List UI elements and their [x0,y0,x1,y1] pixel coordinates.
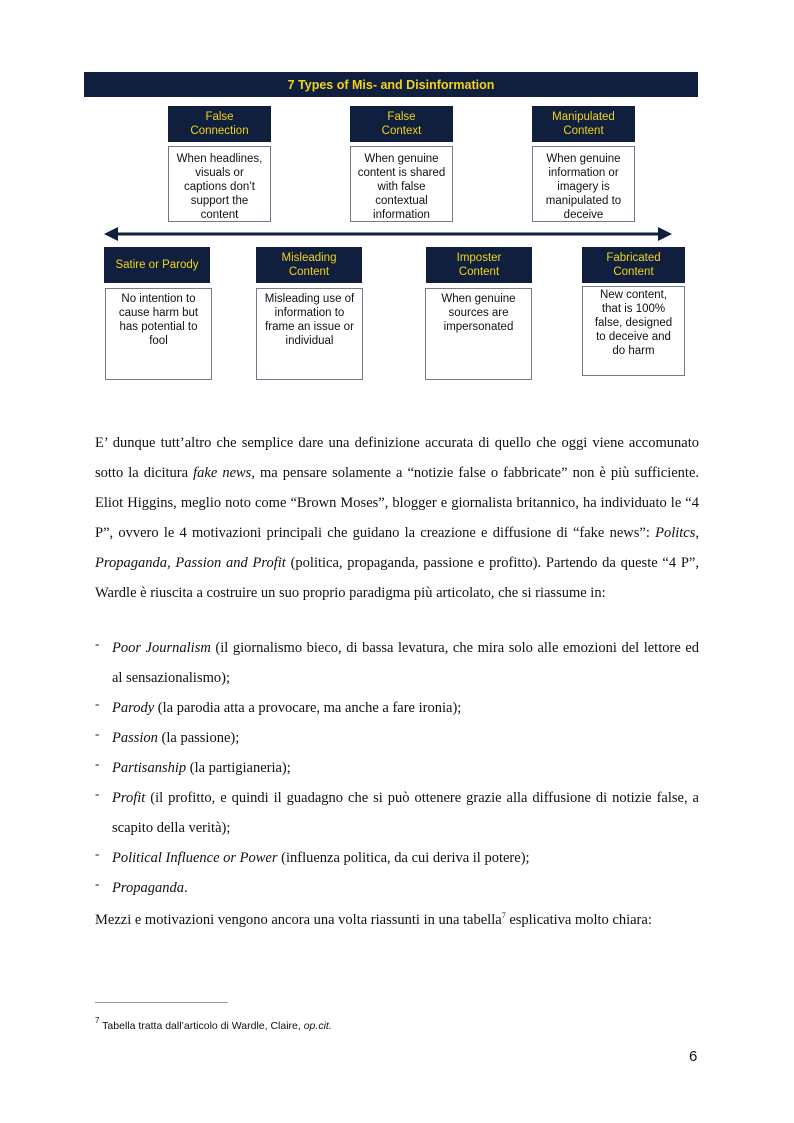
list-item-run: Parody [112,700,155,716]
misleading-content-description: Misleading use of information to frame an issue or individual [256,288,363,380]
list-item [95,873,699,903]
list-item-run: (la parodia atta a provocare, ma anche a fare ironia); [154,700,462,716]
paragraph1-run: , ma pensare solamente a “notizie false o fabbricate” non è più sufficiente. Eliot Higgins, meglio noto come “Brown Moses”, blogger e giornalista britannico, ha individuato le “4 P”, ovvero le 4 motivazioni principali che guidano la creazione e diffusione di “fake news”: [95,465,700,541]
list-item-run: (la partigianeria); [186,760,291,776]
list-item-run: (la passione); [157,730,240,746]
paragraph-fake-news-definition [95,428,699,608]
footnote-separator [95,1002,228,1003]
manipulated-content-heading: Manipulated Content [532,106,635,142]
list-item [95,633,699,693]
footnote-reference[interactable]: 7 [501,911,506,920]
page-number: 6 [689,1048,698,1065]
list-item-run: . [183,880,188,896]
paragraph-table-intro-end: esplicativa molto chiara: [505,912,652,928]
false-context-heading: False Context [350,106,453,142]
false-connection-description: When headlines, visuals or captions don’t support the content [168,146,271,222]
list-item-run: (il giornalismo bieco, di bassa levatura, che mira solo alle emozioni del lettore ed al sensazionalismo); [112,640,700,686]
false-context-description: When genuine content is shared with false contextual information [350,146,453,222]
satire-parody-heading: Satire or Parody [104,247,210,283]
satire-parody-description: No intention to cause harm but has potential to fool [105,288,212,380]
paragraph1-run: E’ dunque tutt’altro che semplice dare una definizione accurata di quello che oggi viene accomunato sotto la dicitura [95,435,699,481]
paragraph-table-intro [95,901,699,935]
diagram-title: 7 Types of Mis- and Disinformation [84,72,698,97]
fabricated-content-heading: Fabricated Content [582,247,685,283]
imposter-content-description: When genuine sources are impersonated [425,288,532,380]
list-item-run: (il profitto, e quindi il guadagno che si può ottenere grazie alla diffusione di notizie false, a scapito della verità); [112,790,699,836]
footnote [95,1016,332,1032]
paragraph1-run: fake news [193,465,252,481]
list-item-run: (influenza politica, da cui deriva il potere); [277,850,530,866]
list-item [95,843,699,873]
list-item [95,753,699,783]
list-item [95,783,699,843]
imposter-content-heading: Imposter Content [426,247,532,283]
list-item-run: Passion [112,730,158,746]
mis-disinformation-diagram [84,72,698,384]
footnote-number: 7 [95,1016,100,1025]
list-item [95,693,699,723]
motivations-list [95,633,699,903]
list-item-run: Propaganda [112,880,184,896]
list-item [95,723,699,753]
spectrum-arrow [104,227,672,241]
paragraph1-run: Politcs, Propaganda, Passion and Profit [95,525,699,571]
fabricated-content-description: New content, that is 100% false, designed to deceive and do harm [582,286,685,376]
paragraph-table-intro-text: Mezzi e motivazioni vengono ancora una volta riassunti in una tabella [95,912,502,928]
manipulated-content-description: When genuine information or imagery is manipulated to deceive [532,146,635,222]
misleading-content-heading: Misleading Content [256,247,362,283]
footnote-text: Tabella tratta dall’articolo di Wardle, Claire, [99,1020,304,1032]
list-item-run: Poor Journalism [112,640,211,656]
footnote-citation: op.cit. [303,1020,332,1032]
list-item-run: Political Influence or Power [112,850,278,866]
false-connection-heading: False Connection [168,106,271,142]
paragraph1-run: (politica, propaganda, passione e profitto). Partendo da queste “4 P”, Wardle è riuscita a costruire un suo proprio paradigma più articolato, che si riassume in: [95,555,699,601]
list-item-run: Profit [112,790,146,806]
list-item-run: Partisanship [112,760,187,776]
